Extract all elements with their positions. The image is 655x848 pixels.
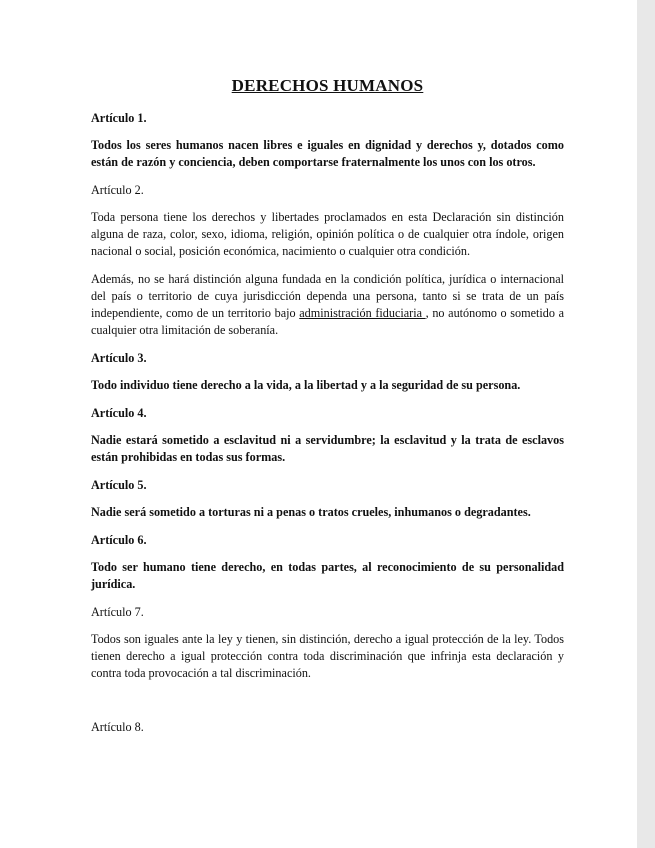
article-3-heading: Artículo 3. bbox=[91, 351, 147, 365]
document-content bbox=[91, 76, 564, 746]
article-7-text: Todos son iguales ante la ley y tienen, sin distinción, derecho a igual protección de la ley. Todos tienen derecho a igual protección contra toda discriminación que infrinja esta declaración y contra toda provocación a tal discriminación. bbox=[91, 632, 564, 680]
article-2-paragraph-2-start: Además, no se hará distinción alguna fundada en la condición política, jurídica o internacional del país o territorio de cuya jurisdicción dependa una persona, tanto si se trata de un país independiente, como de un territorio bajo bbox=[91, 272, 564, 320]
article-6-heading: Artículo 6. bbox=[91, 533, 147, 547]
article-2-paragraph-2-end: , no autónomo o sometido a cualquier otra limitación de soberanía. bbox=[91, 306, 564, 337]
spacer bbox=[91, 693, 564, 719]
article-4-heading: Artículo 4. bbox=[91, 406, 147, 420]
article-6-text: Todo ser humano tiene derecho, en todas partes, al reconocimiento de su personalidad jurídica. bbox=[91, 560, 564, 591]
document-title: DERECHOS HUMANOS bbox=[231, 76, 424, 95]
article-2-paragraph-2 bbox=[91, 271, 564, 339]
article-8-heading: Artículo 8. bbox=[91, 720, 144, 734]
administracion-fiduciaria-link[interactable]: administración fiduciaria bbox=[299, 306, 426, 320]
article-5-text: Nadie será sometido a torturas ni a penas o tratos crueles, inhumanos o degradantes. bbox=[91, 505, 531, 519]
article-4-text: Nadie estará sometido a esclavitud ni a servidumbre; la esclavitud y la trata de esclavos están prohibidas en todas sus formas. bbox=[91, 433, 564, 464]
article-2-paragraph-1: Toda persona tiene los derechos y libertades proclamados en esta Declaración sin distinción alguna de raza, color, sexo, idioma, religión, opinión política o de cualquier otra índole, origen nacional o social, posición económica, nacimiento o cualquier otra condición. bbox=[91, 210, 564, 258]
article-2-heading: Artículo 2. bbox=[91, 183, 144, 197]
article-1-heading: Artículo 1. bbox=[91, 111, 147, 125]
article-5-heading: Artículo 5. bbox=[91, 478, 147, 492]
article-1-text: Todos los seres humanos nacen libres e iguales en dignidad y derechos y, dotados como están de razón y conciencia, deben comportarse fraternalmente los unos con los otros. bbox=[91, 138, 564, 169]
article-3-text: Todo individuo tiene derecho a la vida, a la libertad y a la seguridad de su persona. bbox=[91, 378, 521, 392]
article-7-heading: Artículo 7. bbox=[91, 605, 144, 619]
